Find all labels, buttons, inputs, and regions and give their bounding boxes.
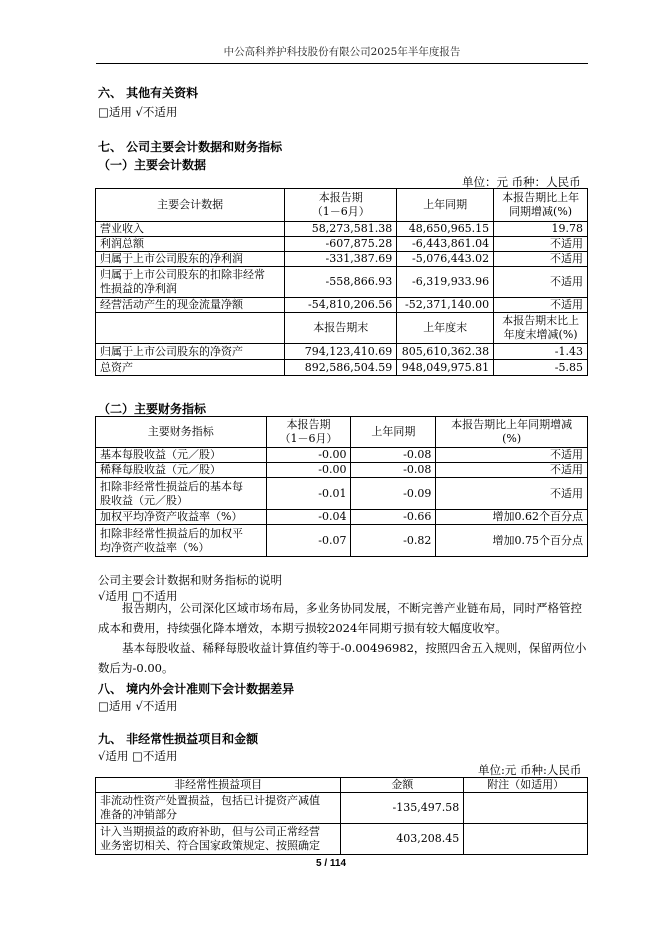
table-cell: 948,049,975.81 — [397, 360, 494, 376]
table-cell: 总资产 — [96, 360, 285, 376]
table-cell: 加权平均净资产收益率（%） — [96, 510, 267, 525]
table-row — [96, 824, 588, 855]
table-cell: 经营活动产生的现金流量净额 — [96, 298, 285, 313]
section-8-title: 八、 境内外会计准则下会计数据差异 — [98, 682, 295, 696]
table-cell: 不适用 — [494, 252, 588, 267]
table-cell: 本报告期比上年 同期增减(%) — [494, 189, 588, 222]
table-row — [96, 448, 588, 463]
page-number: 5 / 114 — [315, 858, 347, 869]
table-cell: 归属于上市公司股东的净资产 — [96, 344, 285, 360]
table-row — [96, 793, 588, 824]
table-cell: 上年度末 — [397, 313, 494, 344]
table-cell: 上年同期 — [397, 189, 494, 222]
table-cell: 非流动性资产处置损益，包括已计提资产减值 准备的冲销部分 — [96, 793, 341, 824]
table-row — [96, 267, 588, 298]
table-cell: 扣除非经常性损益后的加权平 均净资产收益率（%） — [96, 525, 267, 557]
table-row — [96, 463, 588, 478]
table-cell: 892,586,504.59 — [285, 360, 397, 376]
table-cell — [464, 793, 588, 824]
table-cell: -0.82 — [351, 525, 436, 557]
section-6-title: 六、 其他有关资料 — [98, 86, 199, 100]
note-paragraph-2: 基本每股收益、稀释每股收益计算值约等于-0.00496982，按照四舍五入规则，保留两位小数后为-0.00。 — [98, 641, 587, 675]
table-cell: -52,371,140.00 — [397, 298, 494, 313]
table-cell: 上年同期 — [351, 417, 436, 448]
table-cell: 不适用 — [436, 448, 588, 463]
table-row — [96, 510, 588, 525]
table-cell: 不适用 — [494, 237, 588, 252]
section-6-options: □适用 √不适用 — [98, 105, 178, 119]
subsection-2-title: （二）主要财务指标 — [98, 402, 207, 416]
section-9-title: 九、 非经常性损益项目和金额 — [98, 732, 259, 746]
table-cell: -0.66 — [351, 510, 436, 525]
table-header-row — [96, 313, 588, 344]
table-cell: 本报告期 （1－6月） — [285, 189, 397, 222]
table-cell: 19.78 — [494, 222, 588, 237]
table-row — [96, 252, 588, 267]
table-cell: -0.00 — [266, 448, 351, 463]
note-title: 公司主要会计数据和财务指标的说明 — [98, 573, 282, 587]
note-options: √适用 □不适用 — [98, 589, 178, 603]
table-cell: 利润总额 — [96, 237, 285, 252]
table-cell: 主要会计数据 — [96, 189, 285, 222]
table-cell: -135,497.58 — [341, 793, 464, 824]
table-cell: 增加0.62个百分点 — [436, 510, 588, 525]
table-cell: 58,273,581.38 — [285, 222, 397, 237]
table-cell: -0.04 — [266, 510, 351, 525]
table-cell: 不适用 — [494, 298, 588, 313]
table1-unit: 单位：元 币种：人民币 — [462, 175, 581, 189]
table-cell — [96, 313, 285, 344]
table-cell: 稀释每股收益（元／股） — [96, 463, 267, 478]
table-cell: -0.07 — [266, 525, 351, 557]
table-cell: 本报告期比上年同期增减 (%) — [436, 417, 588, 448]
table-cell: 营业收入 — [96, 222, 285, 237]
table-cell: 不适用 — [436, 463, 588, 478]
table-cell: -0.08 — [351, 463, 436, 478]
table-cell: 不适用 — [494, 267, 588, 298]
table-row — [96, 344, 588, 360]
table-cell: 805,610,362.38 — [397, 344, 494, 360]
section-9-options: √适用 □不适用 — [98, 749, 178, 763]
table-cell: 本报告期 （1－6月） — [266, 417, 351, 448]
table-cell: -54,810,206.56 — [285, 298, 397, 313]
table-cell: 非经常性损益项目 — [96, 778, 341, 793]
table-cell: 扣除非经常性损益后的基本每 股收益（元／股） — [96, 478, 267, 510]
non-recurring-items-table — [95, 777, 588, 855]
table-header-row — [96, 778, 588, 793]
table-header-row — [96, 189, 588, 222]
financial-indicators-table — [95, 416, 588, 557]
main-accounting-table — [95, 188, 588, 376]
table-cell: 增加0.75个百分点 — [436, 525, 588, 557]
table-cell: 基本每股收益（元／股） — [96, 448, 267, 463]
table-cell: 金额 — [341, 778, 464, 793]
table-row — [96, 525, 588, 557]
table-cell: -0.01 — [266, 478, 351, 510]
table-cell: 48,650,965.15 — [397, 222, 494, 237]
table-cell: 不适用 — [436, 478, 588, 510]
page-header: 中公高科养护科技股份有限公司2025年半年度报告 — [96, 44, 588, 64]
note-paragraph-1: 报告期内，公司深化区域市场布局，多业务协同发展，不断完善产业链布局，同时严格管控成本和费用，持续强化降本增效，本期亏损较2024年同期亏损有较大幅度收窄。 — [98, 601, 582, 635]
table-row — [96, 222, 588, 237]
table-cell: -6,443,861.04 — [397, 237, 494, 252]
table-cell: -6,319,933.96 — [397, 267, 494, 298]
table-cell — [464, 824, 588, 855]
table-cell: -331,387.69 — [285, 252, 397, 267]
table-row — [96, 360, 588, 376]
section-7-title: 七、 公司主要会计数据和财务指标 — [98, 140, 283, 154]
subsection-1-title: （一）主要会计数据 — [98, 158, 207, 172]
table-cell: 归属于上市公司股东的净利润 — [96, 252, 285, 267]
table-row — [96, 237, 588, 252]
section-8-options: □适用 √不适用 — [98, 699, 178, 713]
table-cell: 主要财务指标 — [96, 417, 267, 448]
table-cell: 本报告期末 — [285, 313, 397, 344]
table-header-row — [96, 417, 588, 448]
table-cell: -0.08 — [351, 448, 436, 463]
table-cell: 本报告期末比上 年度末增减(%) — [494, 313, 588, 344]
table-row — [96, 298, 588, 313]
table-cell: 归属于上市公司股东的扣除非经常 性损益的净利润 — [96, 267, 285, 298]
table-cell: 计入当期损益的政府补助，但与公司正常经营 业务密切相关、符合国家政策规定、按照确定 — [96, 824, 341, 855]
table-cell: 403,208.45 — [341, 824, 464, 855]
table-row — [96, 478, 588, 510]
table-cell: 附注（如适用） — [464, 778, 588, 793]
table3-unit: 单位:元 币种:人民币 — [478, 763, 582, 777]
table-cell: -0.09 — [351, 478, 436, 510]
table-cell: -5,076,443.02 — [397, 252, 494, 267]
table-cell: -1.43 — [494, 344, 588, 360]
table-cell: -0.00 — [266, 463, 351, 478]
table-cell: -607,875.28 — [285, 237, 397, 252]
table-cell: 794,123,410.69 — [285, 344, 397, 360]
table-cell: -5.85 — [494, 360, 588, 376]
table-cell: -558,866.93 — [285, 267, 397, 298]
